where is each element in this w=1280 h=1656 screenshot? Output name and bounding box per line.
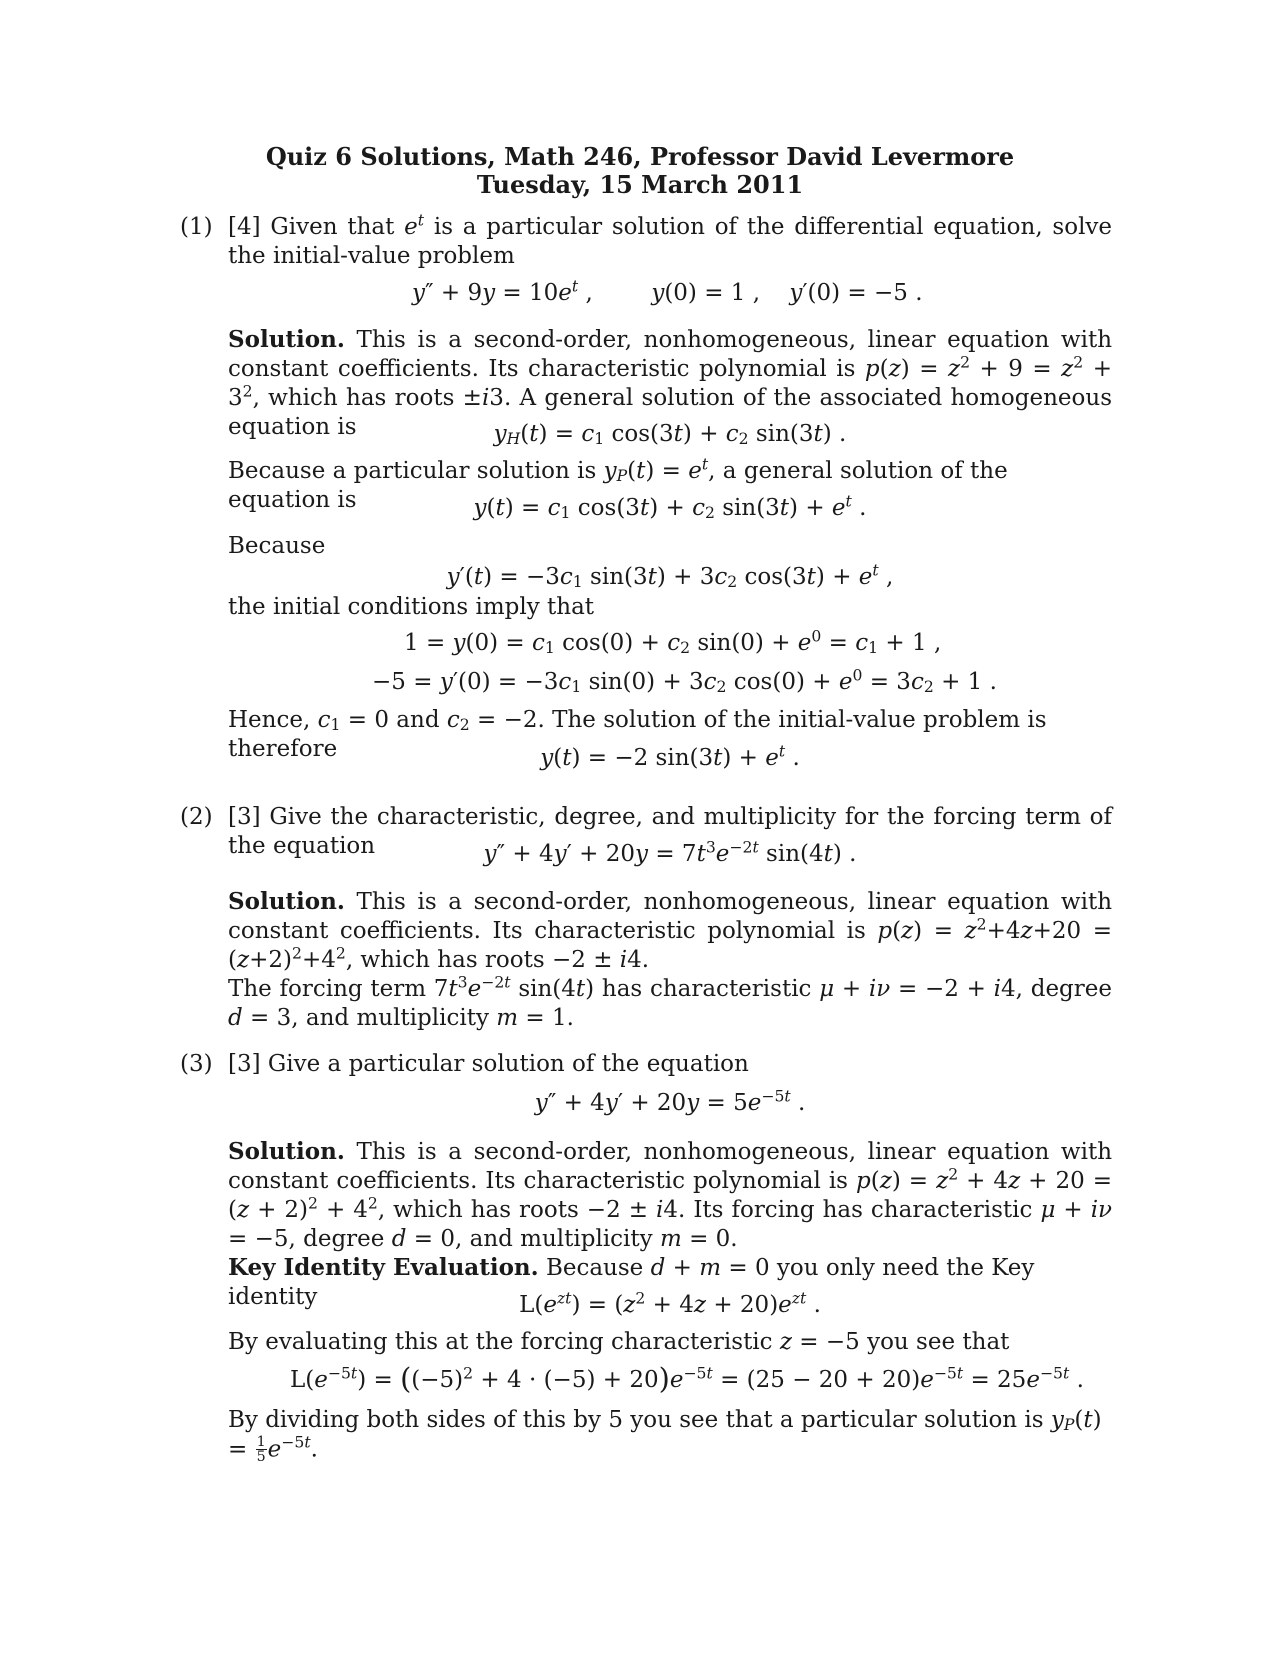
problem-1-points: [4] [228, 214, 261, 240]
problem-1-statement: [4] Given that $e^t$ is a particular solution of the differential equation, solve the initial-value problem [228, 210, 1113, 269]
equation-evaluation: $L(e^{-5t}) = ((-5)^2 + 4 \cdot (-5) + 20)e^{-5t} = (25 - 20 + 20)e^{-5t} = 25e^{-5t}$ . [290, 1361, 1084, 1396]
problem-3-evaluating: By evaluating this at the forcing characteristic z = −5 you see that [228, 1329, 1010, 1355]
problem-2-points: [3] [228, 804, 261, 830]
document-date: Tuesday, 15 March 2011 [476, 170, 804, 199]
problem-2-statement: [3] Give the characteristic, degree, and multiplicity for the forcing term of the equation [228, 804, 1112, 859]
problem-3-solution: Solution. This is a second-order, nonhomogeneous, linear equation with constant coefficients. Its characteristic polynomial is $p(z) = z^2 + 4z + 20 = (z + 2)^2 + 4^2$, which has roots −2 ± i4. Its forcing has characteristic μ + iν = −5, degree d = 0, and multiplicity m = 0. [228, 1138, 1113, 1252]
problem-1-solution: Solution. This is a second-order, nonhomogeneous, linear equation with constant coefficients. Its characteristic polynomial is $p(z) = z^2 + 9 = z^2 + 3^2$, which has roots ±i3. A general solution of the associated homogeneous equation is [228, 326, 1113, 440]
problem-1-number: (1) [180, 214, 213, 240]
equation-problem-2: $y'' + 4y' + 20y = 7t^3e^{-2t}$ sin(4t) . [483, 837, 857, 867]
document-title: Quiz 6 Solutions, Math 246, Professor David Levermore [265, 142, 1015, 171]
problem-3-points: [3] [228, 1051, 261, 1077]
problem-1-initial-text: the initial conditions imply that [228, 594, 595, 620]
equation-general-solution: $y(t) = c_1$ $\cos(3t) + c_2$ $\sin(3t) + e^t$ . [473, 491, 867, 523]
problem-1-particular-text: Because a particular solution is $y_P(t) = e^t$, a general solution of the equation is [228, 454, 1008, 513]
equation-final-solution: y(t) = −2 $\sin(3t) + e^t$ . [540, 741, 800, 771]
equation-derivative: $y'(t) = -3c_1$ $\sin(3t) + 3c_2$ $\cos(3t) + e^t$ , [446, 560, 894, 592]
problem-3-number: (3) [180, 1051, 213, 1077]
equation-homogeneous: $y_H(t) = c_1$ $\cos(3t) + c_2$ sin(3t) . [493, 421, 847, 449]
problem-3-key-identity: Key Identity Evaluation. Because d + m = 0 you only need the Key identity [228, 1254, 1035, 1310]
equation-key-identity: $L(e^{zt}) = (z^2 + 4z + 20)e^{zt}$ . [519, 1288, 821, 1318]
equation-initial-1: $1 = y(0) = c_1$ $\cos(0) + c_2$ $\sin(0) + e^0 = c_1 + 1$ , [404, 626, 942, 658]
problem-3-dividing: By dividing both sides of this by 5 you see that a particular solution is $y_P(t)$ = $\frac{1}{5}$ $e^{-5t}$. [228, 1407, 1102, 1466]
problem-2-solution: Solution. This is a second-order, nonhomogeneous, linear equation with constant coefficients. Its characteristic polynomial is $p(z) = z^2+4z+20 = (z+2)^2+4^2$, which has roots −2 ± i4. [228, 888, 1113, 973]
equation-ivp: $y'' + 9y = 10e^t$ , y(0) = 1 , y′(0) = −5 . [412, 276, 923, 306]
problem-1-constants: Hence, $c_1 = 0$ and $c_2 = -2$. The solution of the initial-value problem is therefore [228, 707, 1047, 762]
problem-1-because: Because [228, 533, 326, 559]
problem-2-forcing: The forcing term $7t^3e^{-2t}$ sin(4t) has characteristic μ + iν = −2 + i4, degree d = 3, and multiplicity m = 1. [228, 972, 1112, 1031]
problem-2-number: (2) [180, 804, 213, 830]
equation-problem-3: $y'' + 4y' + 20y = 5e^{-5t}$ . [534, 1086, 806, 1116]
equation-initial-2: $-5 = y'(0) = -3c_1$ $\sin(0) + 3c_2$ $\cos(0) + e^0 = 3c_2 + 1$ . [372, 665, 997, 697]
problem-3-statement: [3] Give a particular solution of the equation [228, 1051, 749, 1077]
